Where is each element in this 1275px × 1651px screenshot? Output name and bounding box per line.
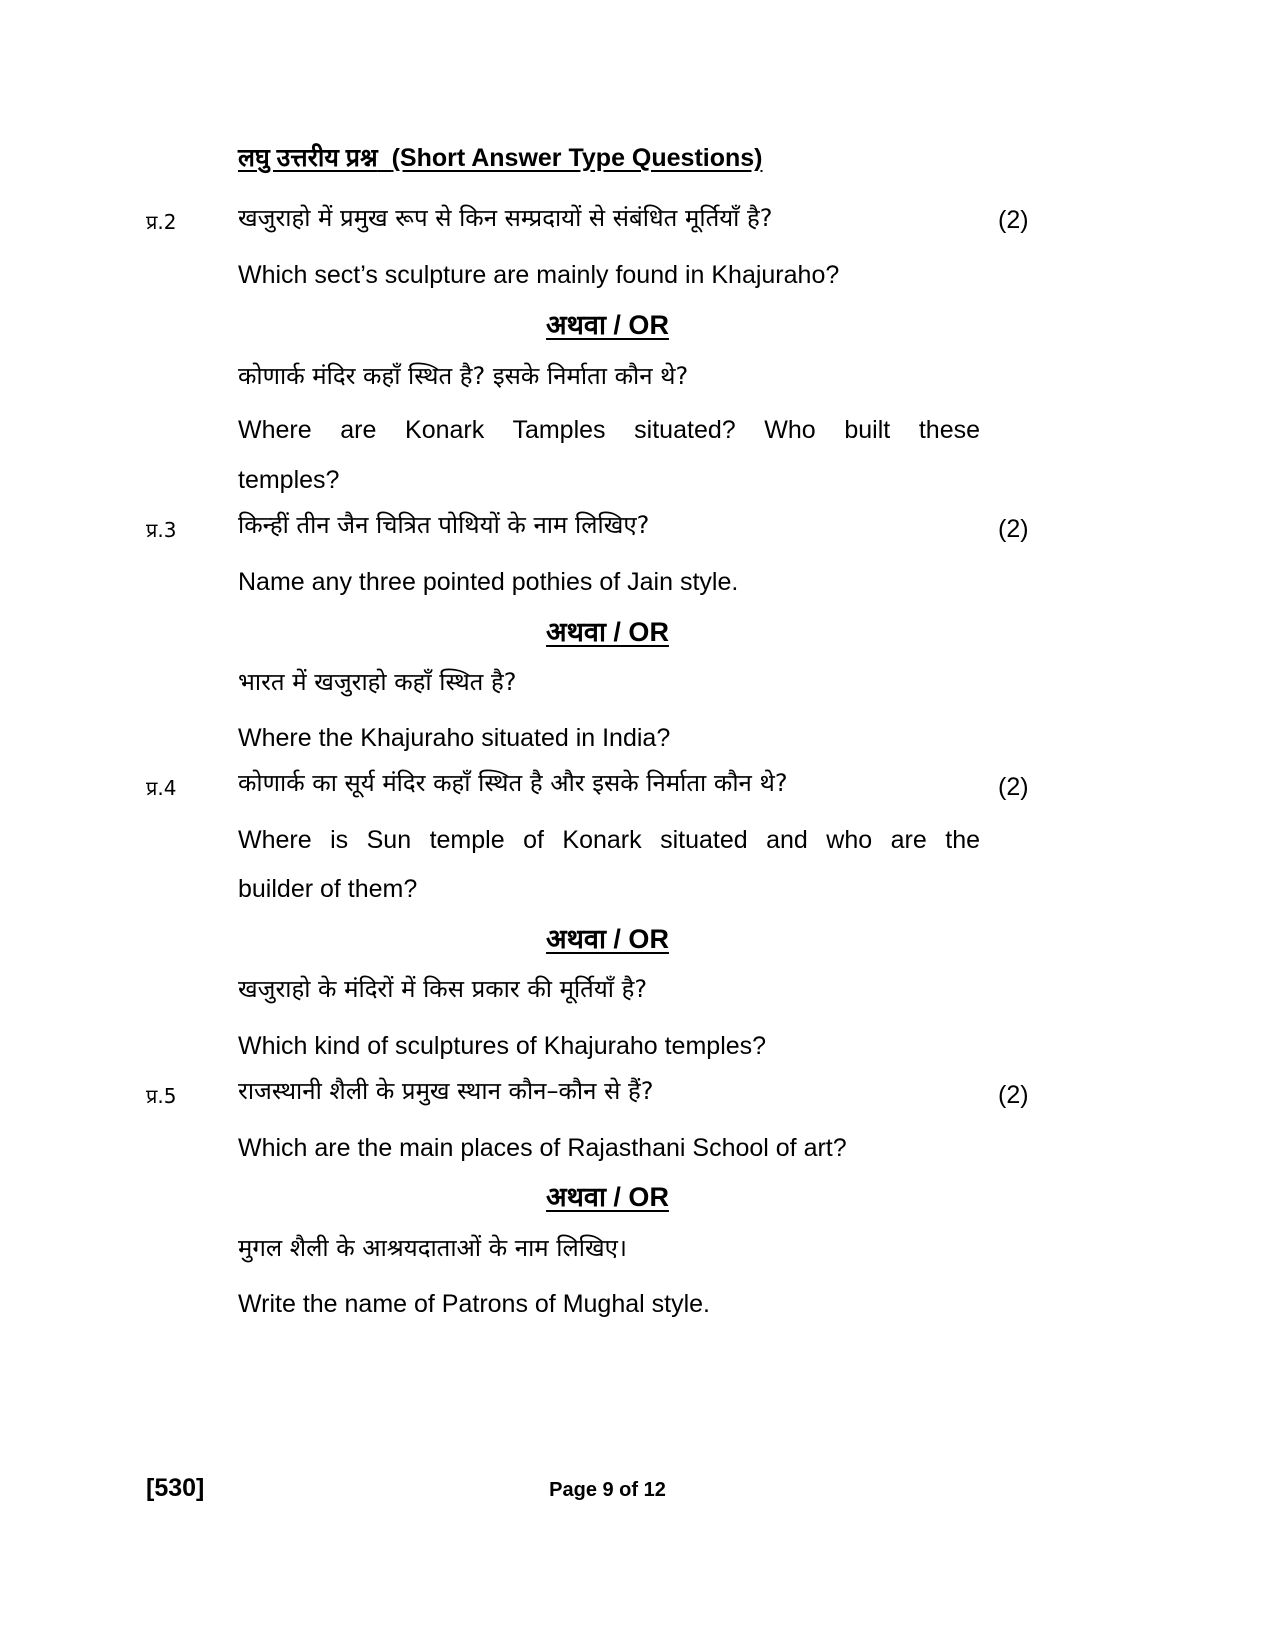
question-4-marks: (2) <box>998 773 1029 801</box>
question-number-3: प्र.3 <box>146 518 177 542</box>
question-5-alt-hindi: मुगल शैली के आश्रयदाताओं के नाम लिखिए। <box>238 1234 627 1262</box>
question-number-2: प्र.2 <box>146 210 177 234</box>
question-4-alt-english: Which kind of sculptures of Khajuraho temples? <box>238 1032 767 1060</box>
section-heading <box>238 146 762 171</box>
or-divider-q3: अथवा / OR <box>546 617 669 647</box>
or-divider-q2: अथवा / OR <box>546 310 669 340</box>
question-3-marks: (2) <box>998 515 1029 543</box>
question-3-english: Name any three pointed pothies of Jain style. <box>238 568 739 596</box>
paper-code: [530] <box>146 1474 205 1502</box>
question-2-english: Which sect’s sculpture are mainly found in Khajuraho? <box>238 261 840 289</box>
question-5-english: Which are the main places of Rajasthani School of art? <box>238 1134 847 1162</box>
section-heading-hindi: लघु उत्तरीय प्रश्न <box>238 144 378 172</box>
question-4-hindi: कोणार्क का सूर्य मंदिर कहाँ स्थित है और इसके निर्माता कौन थे? <box>238 769 788 797</box>
question-2-alt-english-line-2: temples? <box>238 466 340 494</box>
question-4-english-line-1: Where is Sun temple of Konark situated and who are the <box>238 826 980 854</box>
question-5-marks: (2) <box>998 1081 1029 1109</box>
question-5-hindi: राजस्थानी शैली के प्रमुख स्थान कौन–कौन से हैं? <box>238 1077 654 1105</box>
question-2-alt-hindi: कोणार्क मंदिर कहाँ स्थित है? इसके निर्माता कौन थे? <box>238 362 689 390</box>
question-number-4: प्र.4 <box>146 776 177 800</box>
question-2-alt-english-line-1: Where are Konark Tamples situated? Who built these <box>238 416 980 444</box>
question-3-hindi: किन्हीं तीन जैन चित्रित पोथियों के नाम लिखिए? <box>238 511 650 539</box>
question-2-marks: (2) <box>998 206 1029 234</box>
or-divider-q5: अथवा / OR <box>546 1182 669 1212</box>
question-4-english-line-2: builder of them? <box>238 875 418 903</box>
question-number-5: प्र.5 <box>146 1084 177 1108</box>
question-5-alt-english: Write the name of Patrons of Mughal style. <box>238 1290 710 1318</box>
question-3-alt-english: Where the Khajuraho situated in India? <box>238 724 671 752</box>
question-3-alt-hindi: भारत में खजुराहो कहाँ स्थित है? <box>238 668 517 696</box>
question-2-hindi: खजुराहो में प्रमुख रूप से किन सम्प्रदायों से संबंधित मूर्तियाँ है? <box>238 204 773 232</box>
page-number: Page 9 of 12 <box>549 1479 666 1501</box>
section-heading-english: (Short Answer Type Questions) <box>391 144 763 172</box>
or-divider-q4: अथवा / OR <box>546 924 669 954</box>
question-4-alt-hindi: खजुराहो के मंदिरों में किस प्रकार की मूर्तियाँ है? <box>238 975 648 1003</box>
